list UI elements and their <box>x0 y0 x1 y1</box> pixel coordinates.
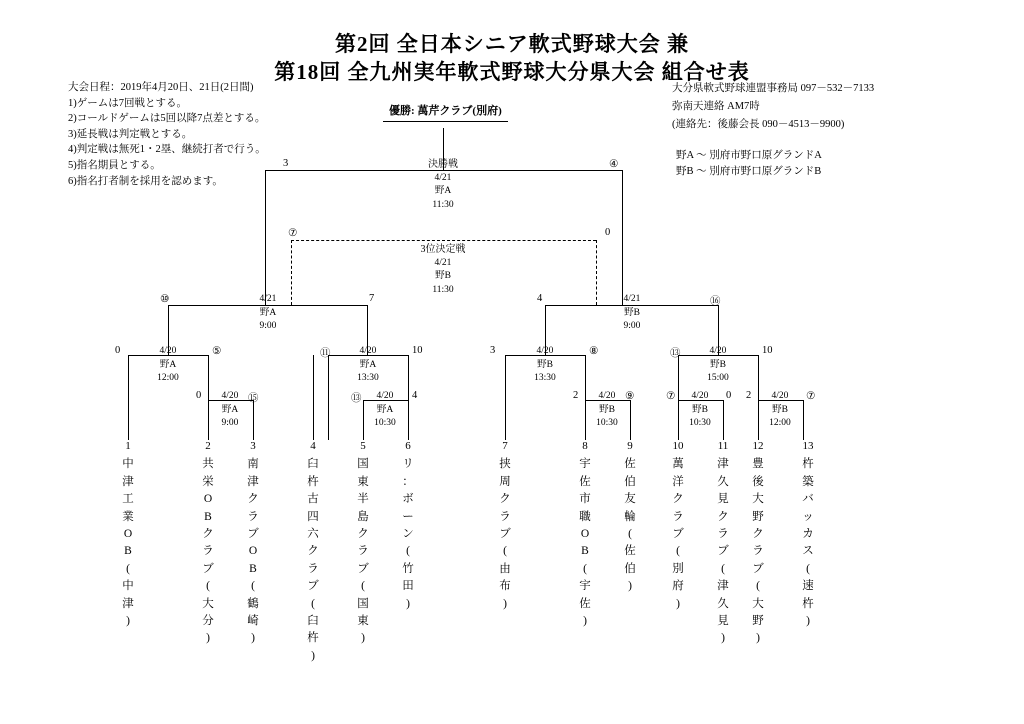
team-name-char: ク <box>202 528 214 541</box>
game-semi-right-date: 4/21 <box>623 294 641 304</box>
game-q1-time: 12:00 <box>157 373 179 383</box>
team-name-char: 津 <box>247 475 259 488</box>
meeting-time: 弥南天連絡 AM7時 <box>672 101 760 112</box>
team-name-char: В <box>124 545 132 558</box>
team-name-char: ) <box>406 597 410 610</box>
team-name <box>710 456 736 647</box>
game-final-name: 決勝戦 <box>428 159 458 170</box>
team-name-char: ) <box>206 632 210 645</box>
score-r2-r: 4 <box>412 390 418 401</box>
team-name-char: ) <box>721 632 725 645</box>
team-name-char: 輪 <box>624 510 636 523</box>
team-name-char: ク <box>717 510 729 523</box>
team-name-char: ラ <box>752 545 764 558</box>
team-name <box>617 456 643 595</box>
team-name-char: 津 <box>717 458 729 471</box>
game-r5-time: 12:00 <box>769 418 791 428</box>
team-name-char: ブ <box>357 562 369 575</box>
game-q1-field: 野A <box>159 359 177 370</box>
game-r3-date: 4/20 <box>598 391 616 401</box>
game-r1-field: 野A <box>221 404 239 415</box>
team-name-char: 古 <box>307 493 319 506</box>
team-name-char: ブ <box>672 528 684 541</box>
note-item: 5)指名期員とする。 <box>68 159 161 171</box>
note-item: 4)判定戦は無死1・2塁、継続打者で行う。 <box>68 144 266 156</box>
note-item: 2)コールドゲームは5回以降7点差とする。 <box>68 113 266 125</box>
team-name <box>115 456 141 630</box>
team-name-char: ( <box>406 545 410 558</box>
team-name-char: 島 <box>357 510 369 523</box>
team-name-char: ( <box>361 580 365 593</box>
team-name-char: 速 <box>802 580 814 593</box>
team-name-char: 田 <box>402 580 414 593</box>
team-name-char: 後 <box>752 475 764 488</box>
team-name-char: О <box>123 528 133 541</box>
game-semi-left <box>238 293 298 334</box>
team-name-char: 業 <box>122 510 134 523</box>
game-r3-time: 10:30 <box>596 418 618 428</box>
team-name-char: 佐 <box>579 475 591 488</box>
notes-right <box>672 80 874 134</box>
game-r1-date: 4/20 <box>221 391 239 401</box>
game-r5-date: 4/20 <box>771 391 789 401</box>
score-semi-left-r: 7 <box>369 293 375 304</box>
game-third-name: 3位決定戦 <box>420 244 466 255</box>
team-name-char: 伯 <box>624 562 636 575</box>
score-q3-l: 3 <box>490 345 496 356</box>
team-name-char: ラ <box>672 510 684 523</box>
game-q2-time: 13:30 <box>357 373 379 383</box>
team-name-char: О <box>203 493 213 506</box>
bracket-line-q3-l <box>505 355 506 440</box>
game-semi-right <box>602 293 662 334</box>
team-name-char: 半 <box>357 493 369 506</box>
game-r4 <box>670 390 730 431</box>
team-name-char: ボ <box>402 493 414 506</box>
team-name-char: 萬 <box>672 458 684 471</box>
team-name-char: ) <box>756 632 760 645</box>
team-entry <box>710 438 736 648</box>
score-final-left: 3 <box>283 158 289 169</box>
bracket-line-q2-l <box>328 355 329 440</box>
team-name-char: 見 <box>717 493 729 506</box>
team-name-char: 杵 <box>802 458 814 471</box>
score-semi-right-r: ⑯ <box>710 296 721 307</box>
team-name-char: 挟 <box>499 458 511 471</box>
team-name-char: ラ <box>202 545 214 558</box>
team-name-char: 洋 <box>672 475 684 488</box>
game-third-field: 野B <box>435 271 451 281</box>
game-q2-field: 野A <box>359 359 377 370</box>
team-entry <box>195 438 221 648</box>
team-name-char: ク <box>307 545 319 558</box>
team-entry <box>572 438 598 630</box>
team-name-char: ラ <box>307 562 319 575</box>
team-name-char: 分 <box>202 615 214 628</box>
note-item: 1)ゲームは7回戦とする。 <box>68 97 187 109</box>
team-name-char: В <box>249 562 257 575</box>
team-name-char: 南 <box>247 458 259 471</box>
team-name-char: 杵 <box>802 597 814 610</box>
team-name-char: В <box>204 510 212 523</box>
team-name-char: 別 <box>672 562 684 575</box>
game-third-place <box>413 243 473 297</box>
game-q3-date: 4/20 <box>536 346 554 356</box>
team-name-char: ) <box>676 597 680 610</box>
team-name-char: ブ <box>202 562 214 575</box>
team-name-char: ク <box>357 528 369 541</box>
game-q4 <box>688 345 748 386</box>
score-r2-l: ⑬ <box>351 393 362 404</box>
team-name-char: ク <box>499 493 511 506</box>
field-b-note: 野B ～ 別府市野口原グランドB <box>676 166 822 177</box>
team-number: 5 <box>360 440 366 452</box>
score-r1-r: ⑮ <box>248 393 259 404</box>
team-name-char: ス <box>802 545 814 558</box>
team-name-char: 職 <box>579 510 591 523</box>
team-name-char: ブ <box>307 580 319 593</box>
team-name-char: 府 <box>672 580 684 593</box>
team-name-char: 中 <box>122 580 134 593</box>
team-number: 10 <box>672 440 684 452</box>
team-name-char: ( <box>311 597 315 610</box>
game-r1-time: 9:00 <box>221 418 239 428</box>
team-name-char: 臼 <box>307 458 319 471</box>
team-name-char: 久 <box>717 597 729 610</box>
game-final-field: 野A <box>434 186 452 196</box>
score-r5-l: 2 <box>746 390 752 401</box>
team-name-char: 津 <box>122 475 134 488</box>
team-entry <box>665 438 691 613</box>
team-number: 1 <box>125 440 131 452</box>
team-name-char: 東 <box>357 475 369 488</box>
team-number: 11 <box>717 440 729 452</box>
team-name-char: 宇 <box>579 458 591 471</box>
game-r4-field: 野B <box>692 404 708 415</box>
team-name <box>300 456 326 665</box>
team-name-char: ク <box>672 493 684 506</box>
team-name-char: ( <box>806 562 810 575</box>
field-a-note: 野A ～ 別府市野口原グランドA <box>676 150 822 161</box>
team-name-char: ( <box>126 562 130 575</box>
bracket-line-third-top <box>291 240 596 241</box>
notes-fields <box>676 148 822 180</box>
team-name-char: 由 <box>499 562 511 575</box>
team-name <box>745 456 771 647</box>
team-name-char: 大 <box>752 493 764 506</box>
team-name-char: ( <box>583 562 587 575</box>
page-title-line1: 第2回 全日本シニア軟式野球大会 兼 <box>335 32 689 56</box>
score-semi-left-l: ⑩ <box>160 294 170 305</box>
team-name-char: ラ <box>247 510 259 523</box>
game-q3-time: 13:30 <box>534 373 556 383</box>
team-name-char: 栄 <box>202 475 214 488</box>
score-q2-l: ⑪ <box>320 348 331 359</box>
team-number: 7 <box>502 440 508 452</box>
notes-left <box>68 80 266 189</box>
contact-person: (連絡先：後藤会長 090－4513－9900) <box>672 119 845 130</box>
team-name-char: 四 <box>307 510 319 523</box>
game-semi-left-date: 4/21 <box>259 294 277 304</box>
team-name-char: 豊 <box>752 458 764 471</box>
team-name-char: ) <box>126 615 130 628</box>
game-final-time: 11:30 <box>432 199 454 210</box>
game-final-date: 4/21 <box>434 172 452 183</box>
score-third-left: ⑦ <box>288 228 298 239</box>
score-q4-r: 10 <box>762 345 773 356</box>
team-name-char: ( <box>206 580 210 593</box>
score-r1-l: 0 <box>196 390 202 401</box>
game-semi-right-time: 9:00 <box>623 321 641 331</box>
team-name-char: 築 <box>802 475 814 488</box>
team-number: 3 <box>250 440 256 452</box>
team-name-char: ( <box>756 580 760 593</box>
game-q4-date: 4/20 <box>709 346 727 356</box>
score-r5-r: ⑦ <box>806 391 816 402</box>
game-r2-time: 10:30 <box>374 418 396 428</box>
team-entry <box>115 438 141 630</box>
team-name-char: ラ <box>499 510 511 523</box>
team-name-char: ブ <box>499 528 511 541</box>
score-r4-r: 0 <box>726 390 732 401</box>
team-name-char: 野 <box>752 615 764 628</box>
team-name-char: リ <box>402 458 414 471</box>
champion-label: 優勝: 萬芹クラブ(別府) <box>383 100 508 122</box>
team-name-char: 杵 <box>307 632 319 645</box>
note-item: 6)指名打者制を採用を認めます。 <box>68 175 223 187</box>
game-q4-field: 野B <box>710 359 726 370</box>
team-name-char: 久 <box>717 475 729 488</box>
team-name <box>795 456 821 630</box>
team-name-char: 鶴 <box>247 597 259 610</box>
team-name-char: 東 <box>357 615 369 628</box>
score-r3-l: 2 <box>573 390 579 401</box>
game-final <box>413 158 473 212</box>
bracket-line-final-right <box>622 170 623 305</box>
team-number: 9 <box>627 440 633 452</box>
team-name-char: ー <box>402 510 414 523</box>
score-q1-r: ⑤ <box>212 346 222 357</box>
game-third-time: 11:30 <box>432 284 454 295</box>
game-q2-date: 4/20 <box>359 346 377 356</box>
score-semi-right-l: 4 <box>537 293 543 304</box>
team-name-char: ( <box>251 580 255 593</box>
team-entry <box>745 438 771 648</box>
team-name-char: ブ <box>247 528 259 541</box>
team-entry <box>240 438 266 648</box>
team-name-char: ) <box>628 580 632 593</box>
team-name <box>395 456 421 613</box>
game-third-date: 4/21 <box>434 257 452 268</box>
team-number: 8 <box>582 440 588 452</box>
game-r2-field: 野A <box>376 404 394 415</box>
team-name-char: 大 <box>752 597 764 610</box>
team-name-char: ) <box>806 615 810 628</box>
game-q1-date: 4/20 <box>159 346 177 356</box>
game-q2 <box>338 345 398 386</box>
team-name-char: ) <box>361 632 365 645</box>
team-name-char: ( <box>503 545 507 558</box>
team-entry <box>300 438 326 665</box>
score-q2-r: 10 <box>412 345 423 356</box>
team-name-char: 共 <box>202 458 214 471</box>
team-name-char: 見 <box>717 615 729 628</box>
team-entry <box>395 438 421 613</box>
team-name-char: 伯 <box>624 475 636 488</box>
team-entry <box>350 438 376 648</box>
team-name-char: 工 <box>122 493 134 506</box>
team-name-char: 臼 <box>307 615 319 628</box>
score-q3-r: ⑧ <box>589 346 599 357</box>
team-name <box>240 456 266 647</box>
team-name-char: 宇 <box>579 580 591 593</box>
score-third-right: 0 <box>605 227 611 238</box>
game-q4-time: 15:00 <box>707 373 729 383</box>
team-name-char: 周 <box>499 475 511 488</box>
team-name-char: ( <box>628 528 632 541</box>
team-name <box>492 456 518 613</box>
team-number: 13 <box>802 440 814 452</box>
team-name-char: 崎 <box>247 615 259 628</box>
team-name-char: О <box>248 545 258 558</box>
team-entry <box>492 438 518 613</box>
team-name-char: ： <box>402 475 414 488</box>
team-name-char: ( <box>676 545 680 558</box>
game-q3-field: 野B <box>537 359 553 370</box>
team-name-char: ク <box>247 493 259 506</box>
team-name-char: 国 <box>357 458 369 471</box>
team-name-char: О <box>580 528 590 541</box>
team-number: 6 <box>405 440 411 452</box>
note-item: 3)延長戦は判定戦とする。 <box>68 128 193 140</box>
team-name-char: 竹 <box>402 562 414 575</box>
game-r2 <box>355 390 418 431</box>
team-name-char: 布 <box>499 580 511 593</box>
team-name-char: ラ <box>717 528 729 541</box>
team-name-char: ブ <box>717 545 729 558</box>
team-name-char: 杵 <box>307 475 319 488</box>
game-r5-field: 野B <box>772 404 788 415</box>
team-name-char: ) <box>503 597 507 610</box>
team-name-char: 野 <box>752 510 764 523</box>
team-name-char: 友 <box>624 493 636 506</box>
team-number: 12 <box>752 440 764 452</box>
team-name-char: 佐 <box>579 597 591 610</box>
team-name-char: ク <box>752 528 764 541</box>
team-entry <box>795 438 821 630</box>
score-r3-r: ⑨ <box>625 391 635 402</box>
team-name-char: ブ <box>752 562 764 575</box>
game-r5 <box>750 390 810 431</box>
team-number: 4 <box>310 440 316 452</box>
game-r2-date: 4/20 <box>376 391 394 401</box>
game-r4-time: 10:30 <box>689 418 711 428</box>
bracket-line-q1-l <box>128 355 129 440</box>
team-name-char: 国 <box>357 597 369 610</box>
team-number: 2 <box>205 440 211 452</box>
team-name-char: 佐 <box>624 458 636 471</box>
score-q4-l: ⑬ <box>670 348 681 359</box>
team-name-char: ) <box>583 615 587 628</box>
bracket-line-final-left <box>265 170 266 305</box>
team-name-char: 佐 <box>624 545 636 558</box>
game-q1 <box>138 345 198 386</box>
team-name-char: ) <box>251 632 255 645</box>
game-r3-field: 野B <box>599 404 615 415</box>
team-name-char: 中 <box>122 458 134 471</box>
score-q1-l: 0 <box>115 345 121 356</box>
team-entry <box>617 438 643 596</box>
game-semi-right-field: 野B <box>624 307 640 318</box>
team-name-char: 大 <box>202 597 214 610</box>
team-name-char: 津 <box>717 580 729 593</box>
team-name-char: ン <box>402 528 414 541</box>
team-name-char: 市 <box>579 493 591 506</box>
team-name-char: ラ <box>357 545 369 558</box>
score-r4-l: ⑦ <box>666 391 676 402</box>
team-name <box>665 456 691 613</box>
team-name-char: 津 <box>122 597 134 610</box>
team-name-char: 六 <box>307 528 319 541</box>
team-name <box>195 456 221 647</box>
game-r4-date: 4/20 <box>691 391 709 401</box>
game-semi-left-time: 9:00 <box>259 321 277 331</box>
team-name <box>350 456 376 647</box>
team-name-char: ( <box>721 562 725 575</box>
game-q3 <box>515 345 575 386</box>
contact-office: 大分県軟式野球連盟事務局 097－532－7133 <box>672 83 875 94</box>
team-name-char: ) <box>311 649 315 662</box>
page-title-line2: 第18回 全九州実年軟式野球大分県大会 組合せ表 <box>274 60 750 84</box>
game-semi-left-field: 野A <box>259 307 277 318</box>
bracket-line-third-right <box>596 240 597 305</box>
team-name <box>572 456 598 630</box>
team-name-char: カ <box>802 528 814 541</box>
team-name-char: ッ <box>802 510 814 523</box>
team-name-char: バ <box>802 493 814 506</box>
score-final-right: ④ <box>609 159 619 170</box>
team-name-char: В <box>581 545 589 558</box>
bracket-line-bye-4 <box>313 355 314 440</box>
note-item: 大会日程：2019年4月20日、21日(2日間) <box>68 82 254 93</box>
